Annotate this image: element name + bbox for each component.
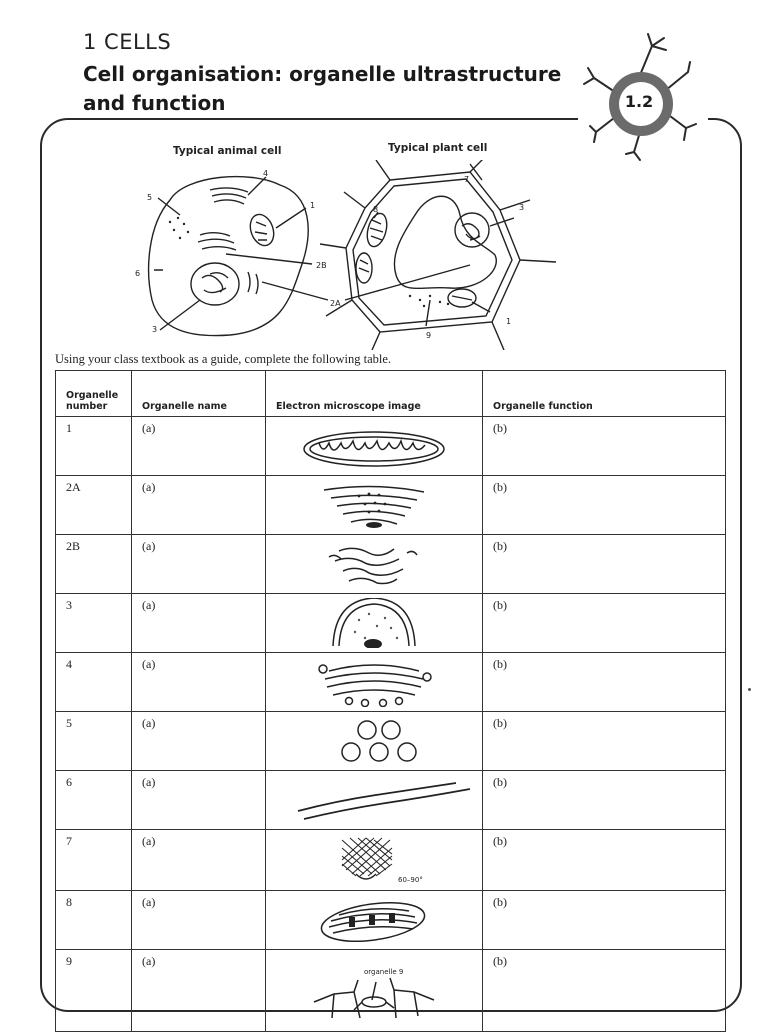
organelle-table — [55, 370, 726, 1032]
organelle-name-answer[interactable]: (a) — [132, 417, 266, 476]
organelle-function-answer[interactable]: (b) — [483, 594, 726, 653]
organelle-function-answer[interactable]: (b) — [483, 712, 726, 771]
table-row — [56, 891, 726, 950]
row-number: 1 — [56, 417, 132, 476]
diagram-label-2b: 2B — [316, 261, 327, 270]
table-row — [56, 830, 726, 891]
em-image-cell — [266, 594, 483, 653]
table-row — [56, 535, 726, 594]
chloroplast-em-image — [299, 895, 449, 945]
organelle-name-answer[interactable]: (a) — [132, 476, 266, 535]
instructions-text: Using your class textbook as a guide, complete the following table. — [55, 352, 392, 366]
page-title: Cell organisation: organelle ultrastructure and function — [83, 62, 562, 115]
organelle-function-answer[interactable]: (b) — [483, 653, 726, 712]
animal-cell-title: Typical animal cell — [173, 145, 282, 157]
organelle-name-answer[interactable]: (a) — [132, 653, 266, 712]
organelle-name-answer[interactable]: (a) — [132, 950, 266, 1032]
row-number: 6 — [56, 771, 132, 830]
plant-nucleus — [455, 213, 489, 247]
em-image-cell — [266, 830, 483, 891]
em-image-cell — [266, 950, 483, 1032]
organelle-name-answer[interactable]: (a) — [132, 535, 266, 594]
row-number: 5 — [56, 712, 132, 771]
rough-er-em-image — [299, 480, 449, 530]
diagram-label-8: 8 — [373, 205, 379, 214]
header-organelle-function: Organelle function — [483, 371, 726, 417]
section-number-badge: 1.2 — [624, 92, 654, 111]
organelle-name-answer[interactable]: (a) — [132, 830, 266, 891]
cell-diagram — [130, 160, 570, 350]
mitochondrion-em-image — [299, 421, 449, 471]
table-row — [56, 653, 726, 712]
organelle-function-answer[interactable]: (b) — [483, 535, 726, 594]
header-organelle-number: Organelle number — [56, 371, 132, 417]
table-row — [56, 594, 726, 653]
animal-nucleus — [191, 263, 239, 305]
table-row — [56, 950, 726, 1032]
organelle-function-answer[interactable]: (b) — [483, 476, 726, 535]
organelle-function-answer[interactable]: (b) — [483, 771, 726, 830]
table-row — [56, 712, 726, 771]
plant-cell-title: Typical plant cell — [388, 142, 488, 154]
golgi-em-image — [299, 657, 449, 707]
smooth-er-em-image — [299, 539, 449, 589]
row-number: 7 — [56, 830, 132, 891]
organelle-function-answer[interactable]: (b) — [483, 891, 726, 950]
organelle-name-answer[interactable]: (a) — [132, 891, 266, 950]
chapter-heading: 1 CELLS — [83, 30, 172, 54]
organelle-function-answer[interactable]: (b) — [483, 950, 726, 1032]
em-image-cell — [266, 712, 483, 771]
row-number: 2B — [56, 535, 132, 594]
cell-wall-angle-label: 60–90° — [398, 876, 423, 884]
row-number: 8 — [56, 891, 132, 950]
cell-wall-em-image — [294, 834, 454, 886]
animal-golgi — [210, 188, 248, 204]
header-organelle-name: Organelle name — [132, 371, 266, 417]
diagram-label-9: 9 — [426, 331, 432, 340]
diagram-label-5: 5 — [147, 193, 153, 202]
header-em-image: Electron microscope image — [266, 371, 483, 417]
diagram-label-1: 1 — [310, 201, 316, 210]
diagram-label-3: 3 — [152, 325, 158, 334]
organelle-name-answer[interactable]: (a) — [132, 594, 266, 653]
row-number: 4 — [56, 653, 132, 712]
diagram-label-1-plant: 1 — [506, 317, 512, 326]
organelle-name-answer[interactable]: (a) — [132, 771, 266, 830]
table-row — [56, 771, 726, 830]
table-header-row — [56, 371, 726, 417]
nucleus-em-image — [299, 598, 449, 648]
organelle-function-answer[interactable]: (b) — [483, 417, 726, 476]
margin-mark — [748, 688, 751, 691]
em-image-cell — [266, 535, 483, 594]
row-number: 9 — [56, 950, 132, 1032]
animal-mitochondrion — [246, 211, 278, 249]
plant-vacuole — [394, 196, 496, 288]
row-number: 2A — [56, 476, 132, 535]
diagram-label-3-plant: 3 — [519, 203, 525, 212]
row-number: 3 — [56, 594, 132, 653]
em-image-cell — [266, 476, 483, 535]
table-row — [56, 476, 726, 535]
em-image-cell — [266, 653, 483, 712]
vacuole-label: organelle 9 — [364, 968, 404, 976]
animal-er — [198, 233, 236, 250]
diagram-label-6: 6 — [135, 269, 141, 278]
em-image-cell — [266, 417, 483, 476]
em-image-cell — [266, 771, 483, 830]
plant-cell-wall — [346, 172, 520, 332]
organelle-name-answer[interactable]: (a) — [132, 712, 266, 771]
ribosomes-em-image — [299, 716, 449, 766]
diagram-label-7: 7 — [464, 175, 470, 184]
diagram-label-4: 4 — [263, 169, 269, 178]
organelle-function-answer[interactable]: (b) — [483, 830, 726, 891]
diagram-label-2a: 2A — [330, 299, 341, 308]
cell-membrane-em-image — [276, 775, 476, 825]
table-row — [56, 417, 726, 476]
vacuole-em-image — [294, 954, 454, 1024]
em-image-cell — [266, 891, 483, 950]
